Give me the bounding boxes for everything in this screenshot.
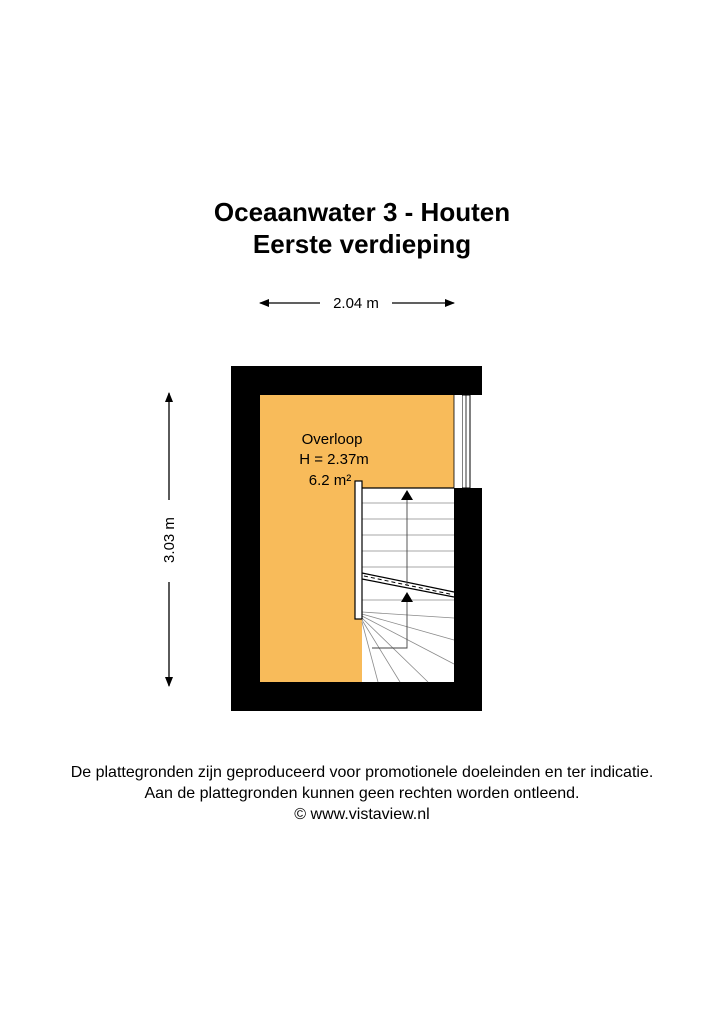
page-title: Oceaanwater 3 - Houten (213, 197, 511, 227)
staircase (355, 481, 454, 682)
window-sill (454, 395, 462, 488)
room-height: H = 2.37m (299, 451, 369, 468)
height-label: 3.03 m (161, 517, 178, 563)
stair-railing (355, 481, 362, 619)
window (454, 395, 470, 488)
disclaimer-line-1: De plattegronden zijn geproduceerd voor promotionele doeleinden en ter indicatie. (70, 764, 654, 781)
floor-name: Eerste verdieping (252, 229, 472, 259)
wall-right-lower (454, 488, 482, 711)
room-name: Overloop (301, 431, 363, 448)
copyright: © www.vistaview.nl (294, 806, 430, 823)
disclaimer (0, 762, 724, 825)
wall-bottom (231, 682, 482, 711)
disclaimer-line-2: Aan de plattegronden kunnen geen rechten worden ontleend. (144, 785, 580, 802)
wall-top (231, 366, 482, 395)
height-dimension (161, 393, 178, 686)
wall-left (231, 366, 260, 711)
room-area: 6.2 m² (308, 472, 352, 489)
width-label: 2.04 m (333, 295, 379, 312)
width-dimension (260, 295, 454, 312)
